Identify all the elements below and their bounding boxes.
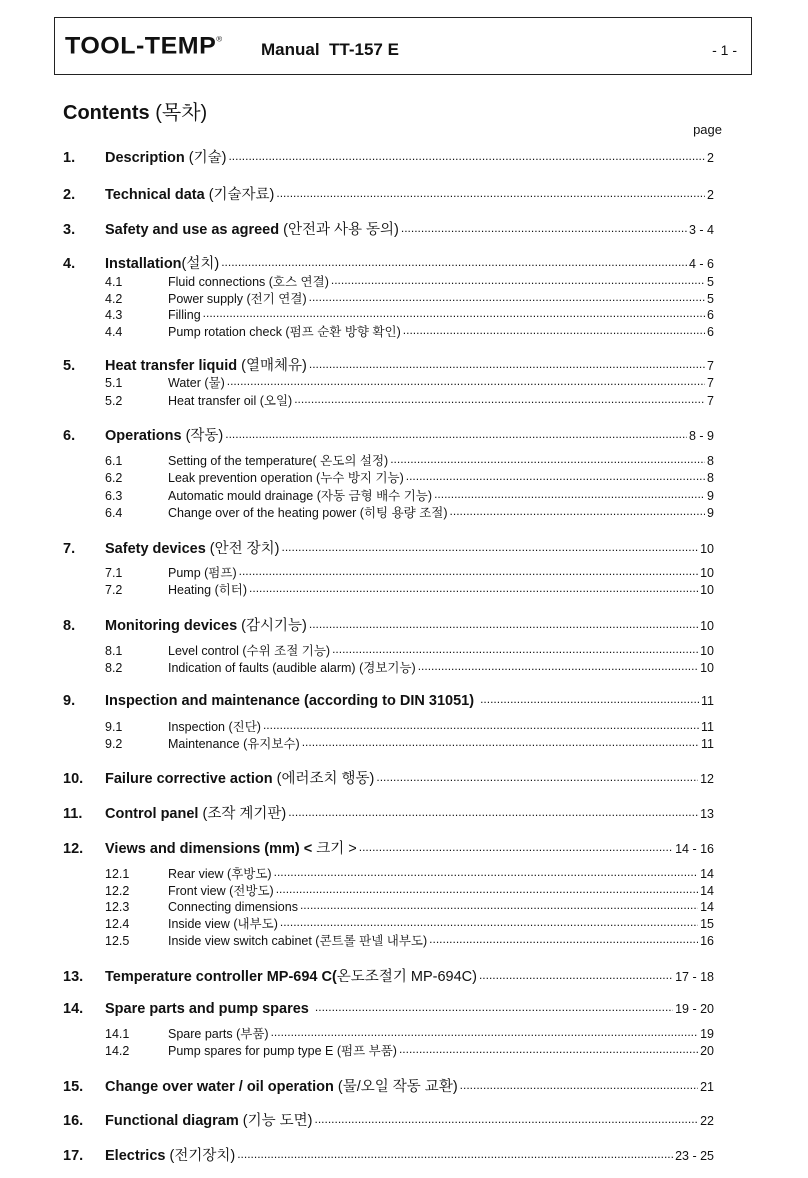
toc-section-entry[interactable] <box>63 218 714 239</box>
toc-entry-title <box>105 767 374 788</box>
toc-entry-title <box>168 308 201 322</box>
dot-leader <box>228 148 705 163</box>
toc-entry-title <box>168 272 329 290</box>
dot-leader <box>249 582 698 595</box>
toc-entry-number: 12.4 <box>105 917 130 931</box>
toc-entry-korean-title: (호스 연결) <box>268 275 329 289</box>
toc-entry-title <box>168 373 225 391</box>
toc-entry-number: 4.2 <box>105 292 123 306</box>
toc-subsection-entry[interactable] <box>105 914 714 932</box>
dot-leader <box>276 883 698 896</box>
toc-entry-page: 7 <box>707 394 714 408</box>
dot-leader <box>403 324 705 337</box>
toc-entry-title-text: Maintenance <box>168 737 244 751</box>
contents-title-korean: (목차) <box>155 102 208 124</box>
toc-section-entry[interactable] <box>63 424 714 445</box>
toc-entry-title <box>105 252 219 273</box>
toc-entry-title-text: Change over water / oil operation <box>105 1079 338 1095</box>
toc-entry-number: 14.2 <box>105 1044 130 1058</box>
toc-entry-number: 16. <box>63 1113 84 1129</box>
dot-leader <box>401 220 687 235</box>
toc-entry-number: 12. <box>63 841 84 857</box>
dot-leader <box>359 839 673 854</box>
toc-entry-page: 6 <box>707 307 714 322</box>
toc-entry-title-text: Automatic mould drainage <box>168 489 317 503</box>
dot-leader <box>460 1077 698 1092</box>
toc-entry-title <box>168 914 278 932</box>
toc-entry-title <box>168 717 261 735</box>
toc-entry-page: 20 <box>700 1044 714 1058</box>
toc-subsection-entry[interactable] <box>105 272 714 290</box>
toc-entry-number: 12.3 <box>105 899 130 914</box>
toc-section-entry[interactable] <box>63 837 714 858</box>
toc-subsection-entry[interactable] <box>105 1041 714 1059</box>
toc-entry-number: 5. <box>63 358 76 374</box>
toc-entry-title-text: Water <box>168 376 205 390</box>
toc-entry-title <box>168 900 298 914</box>
toc-entry-korean-title: (펌프 순환 방향 확인) <box>285 325 401 339</box>
toc-entry-korean-title: (기능 도면) <box>242 1113 313 1129</box>
toc-entry-number: 12.2 <box>105 884 130 898</box>
toc-section-entry[interactable] <box>63 965 714 986</box>
toc-entry-title-text: Heating <box>168 583 215 597</box>
toc-subsection-entry[interactable] <box>105 898 714 914</box>
toc-entry-number: 7. <box>63 541 76 557</box>
toc-entry-korean-title: (오일) <box>259 394 293 408</box>
toc-entry-title <box>105 837 357 858</box>
toc-entry-page: 9 <box>707 506 714 520</box>
toc-subsection-entry[interactable] <box>105 734 714 752</box>
toc-entry-title <box>105 1144 235 1165</box>
tool-temp-logo <box>65 33 223 61</box>
toc-subsection-entry[interactable] <box>105 658 714 676</box>
toc-entry-page: 10 <box>700 566 714 580</box>
toc-subsection-entry[interactable] <box>105 468 714 486</box>
dot-leader <box>288 804 698 819</box>
toc-entry-title-text: Inside view <box>168 917 234 931</box>
dot-leader <box>274 866 698 879</box>
toc-entry-korean-title: (설치) <box>181 256 220 272</box>
toc-entry-korean-title: 온도의 설정) <box>320 454 389 468</box>
dot-leader <box>225 426 687 441</box>
toc-entry-title-text: Operations <box>105 428 186 444</box>
dot-leader <box>480 690 699 705</box>
toc-entry-korean-title: (누수 방지 기능) <box>316 471 404 485</box>
toc-entry-title-text: Rear view <box>168 867 228 881</box>
toc-entry-title <box>168 931 427 949</box>
toc-entry-title <box>168 881 274 899</box>
toc-section-entry[interactable] <box>63 354 714 375</box>
toc-section-entry[interactable] <box>63 614 714 635</box>
toc-entry-korean-title: (콘트롤 판넬 내부도) <box>315 934 428 948</box>
toc-entry-page: 21 <box>700 1080 714 1094</box>
dot-leader <box>280 916 698 929</box>
dot-leader <box>399 1043 698 1056</box>
toc-entry-number: 5.1 <box>105 376 123 390</box>
toc-subsection-entry[interactable] <box>105 391 714 409</box>
toc-entry-korean-title: (펌프) <box>204 566 237 580</box>
toc-entry-number: 4. <box>63 256 76 272</box>
toc-entry-number: 12.1 <box>105 867 130 881</box>
toc-entry-title-text: Level control <box>168 644 243 658</box>
toc-entry-korean-title: (펌프 부품) <box>336 1044 397 1058</box>
toc-entry-korean-title: (진단) <box>228 720 261 734</box>
dot-leader <box>294 393 705 406</box>
toc-entry-korean-title: 크기 > <box>316 841 357 857</box>
toc-entry-korean-title: (히팅 용량 조절) <box>359 506 448 520</box>
toc-entry-title <box>168 486 432 504</box>
toc-entry-page: 2 <box>707 151 714 165</box>
toc-section-entry[interactable] <box>63 1075 714 1096</box>
dot-leader <box>390 453 705 466</box>
toc-entry-title <box>168 580 247 598</box>
toc-entry-number: 4.1 <box>105 275 123 289</box>
toc-entry-title <box>105 218 399 239</box>
toc-section-entry[interactable] <box>63 690 714 709</box>
toc-entry-korean-title: (감시기능) <box>241 618 307 634</box>
toc-entry-title-text: Front view <box>168 884 230 898</box>
dot-leader <box>314 1111 698 1126</box>
toc-entry-page: 13 <box>700 807 714 821</box>
toc-entry-title <box>105 614 307 635</box>
toc-entry-title-text: Functional diagram <box>105 1113 243 1129</box>
toc-entry-page: 19 <box>700 1027 714 1041</box>
dot-leader <box>227 375 705 388</box>
toc-section-entry[interactable] <box>63 767 714 788</box>
toc-entry-title-text: Heat transfer oil <box>168 394 260 408</box>
toc-entry-title-text: Setting of the temperature( <box>168 454 321 468</box>
toc-entry-page: 5 <box>707 292 714 306</box>
toc-entry-title-text: Power supply <box>168 292 247 306</box>
toc-entry-title <box>168 503 448 521</box>
toc-entry-page: 22 <box>700 1114 714 1128</box>
toc-entry-title-text: Views and dimensions (mm) < <box>105 841 317 857</box>
toc-entry-title <box>168 1024 269 1042</box>
toc-entry-page: 14 - 16 <box>675 842 714 856</box>
toc-section-entry[interactable] <box>63 998 714 1017</box>
toc-entry-title <box>168 641 330 659</box>
toc-entry-page: 10 <box>700 583 714 597</box>
toc-entry-title <box>105 146 226 167</box>
toc-entry-page: 11 <box>701 737 714 751</box>
dot-leader <box>309 291 705 304</box>
toc-entry-page: 14 <box>700 884 714 898</box>
dot-leader <box>221 254 687 269</box>
dot-leader <box>276 185 705 200</box>
toc-entry-number: 6. <box>63 428 76 444</box>
toc-entry-korean-title: (전기 연결) <box>246 292 307 306</box>
toc-entry-title-text: Spare parts <box>168 1027 237 1041</box>
toc-entry-title-text: Leak prevention operation <box>168 471 317 485</box>
toc-entry-number: 3. <box>63 222 76 238</box>
toc-subsection-entry[interactable] <box>105 373 714 391</box>
toc-entry-title <box>168 864 272 882</box>
toc-entry-number: 7.1 <box>105 566 123 580</box>
toc-subsection-entry[interactable] <box>105 717 714 735</box>
toc-entry-page: 11 <box>701 720 714 734</box>
toc-entry-number: 15. <box>63 1079 84 1095</box>
dot-leader <box>418 660 698 673</box>
toc-entry-page: 10 <box>700 661 714 675</box>
toc-entry-number: 9.1 <box>105 720 123 734</box>
manual-title: Manual TT-157 E <box>261 40 399 59</box>
toc-entry-number: 8.1 <box>105 644 123 658</box>
dot-leader <box>434 488 705 501</box>
toc-entry-number: 13. <box>63 969 84 985</box>
toc-entry-title <box>105 424 223 445</box>
toc-section-entry[interactable] <box>63 1109 714 1130</box>
toc-subsection-entry[interactable] <box>105 322 714 340</box>
toc-entry-title <box>168 1041 397 1059</box>
toc-entry-page: 10 <box>700 542 714 556</box>
toc-entry-title-text: Inspection and maintenance (according to DIN 31051) <box>105 692 479 709</box>
toc-entry-korean-title: (조작 계기판) <box>202 806 287 822</box>
dot-leader <box>331 274 705 287</box>
toc-entry-page: 3 - 4 <box>688 223 714 237</box>
toc-section-entry[interactable] <box>63 252 714 273</box>
toc-entry-title-text: Indication of faults (audible alarm) <box>168 661 360 675</box>
toc-entry-title <box>105 1075 458 1096</box>
toc-entry-number: 7.2 <box>105 583 123 597</box>
toc-entry-korean-title: (작동) <box>185 428 224 444</box>
dot-leader <box>271 1026 699 1039</box>
toc-entry-title-text: Inspection <box>168 720 229 734</box>
toc-entry-title <box>168 563 237 581</box>
dot-leader <box>376 769 698 784</box>
toc-entry-korean-title: (물) <box>204 376 225 390</box>
toc-entry-page: 10 <box>700 619 714 633</box>
toc-entry-title-text: Fluid connections <box>168 275 269 289</box>
toc-entry-title <box>168 322 401 340</box>
page-column-label: page <box>693 122 722 137</box>
page-header <box>54 17 752 75</box>
toc-entry-page: 9 <box>707 489 714 503</box>
toc-entry-number: 17. <box>63 1148 84 1164</box>
toc-subsection-entry[interactable] <box>105 641 714 659</box>
toc-section-entry[interactable] <box>63 146 714 167</box>
toc-entry-korean-title: (물/오일 작동 교환) <box>337 1079 458 1095</box>
toc-entry-page: 11 <box>701 693 714 708</box>
toc-entry-page: 17 - 18 <box>675 970 714 984</box>
toc-entry-page: 6 <box>707 325 714 339</box>
toc-entry-title-text: Heat transfer liquid <box>105 358 242 374</box>
toc-subsection-entry[interactable] <box>105 451 714 469</box>
toc-entry-title-text: Spare parts and pump spares <box>105 1000 313 1017</box>
toc-entry-title-text: Control panel <box>105 806 203 822</box>
toc-entry-number: 8.2 <box>105 661 123 675</box>
toc-entry-page: 19 - 20 <box>675 1001 714 1016</box>
toc-entry-page: 8 - 9 <box>688 429 714 443</box>
toc-entry-page: 23 - 25 <box>675 1149 714 1163</box>
toc-entry-number: 6.4 <box>105 506 123 520</box>
toc-section-entry[interactable] <box>63 537 714 558</box>
toc-entry-number: 4.4 <box>105 325 123 339</box>
toc-entry-korean-title: (유지보수) <box>243 737 300 751</box>
toc-entry-title-text: Connecting dimensions <box>168 899 298 914</box>
dot-leader <box>450 505 706 518</box>
toc-section-entry[interactable] <box>63 183 714 204</box>
toc-entry-korean-title: 온도조절기 MP-694C) <box>336 969 477 985</box>
toc-entry-page: 10 <box>700 644 714 658</box>
toc-entry-title <box>105 183 274 204</box>
toc-entry-title-text: Safety and use as agreed <box>105 222 284 238</box>
toc-entry-korean-title: (전기장치) <box>169 1148 236 1164</box>
toc-entry-title-text: Safety devices <box>105 541 210 557</box>
toc-entry-number: 9.2 <box>105 737 123 751</box>
toc-subsection-entry[interactable] <box>105 289 714 307</box>
toc-entry-page: 12 <box>700 772 714 786</box>
toc-entry-title-text: Electrics <box>105 1148 170 1164</box>
toc-entry-page: 8 <box>707 471 714 485</box>
toc-entry-page: 7 <box>707 359 714 373</box>
toc-entry-number: 5.2 <box>105 394 123 408</box>
toc-entry-title-text: Inside view switch cabinet <box>168 934 316 948</box>
toc-entry-number: 9. <box>63 692 76 709</box>
toc-entry-page: 16 <box>700 934 714 948</box>
toc-entry-korean-title: (내부도) <box>233 917 278 931</box>
toc-entry-title <box>105 1001 313 1017</box>
dot-leader <box>429 933 698 946</box>
toc-section-entry[interactable] <box>63 802 714 823</box>
toc-subsection-entry[interactable] <box>105 1024 714 1042</box>
toc-entry-title-text: Failure corrective action <box>105 771 277 787</box>
toc-subsection-entry[interactable] <box>105 931 714 949</box>
toc-entry-title <box>105 693 478 709</box>
toc-entry-page: 14 <box>700 867 714 881</box>
toc-entry-title <box>105 354 307 375</box>
toc-entry-title-text: Description <box>105 150 189 166</box>
logo-text: TOOL-TEMP <box>65 32 217 60</box>
dot-leader <box>239 565 698 578</box>
page-number: - 1 - <box>712 42 737 58</box>
toc-entry-title <box>168 468 404 486</box>
dot-leader <box>237 1146 673 1161</box>
toc-entry-number: 1. <box>63 150 76 166</box>
toc-entry-title-text: Monitoring devices <box>105 618 242 634</box>
toc-entry-number: 10. <box>63 771 84 787</box>
toc-entry-title <box>168 289 307 307</box>
toc-entry-number: 14.1 <box>105 1027 130 1041</box>
toc-entry-korean-title: (기술) <box>188 150 227 166</box>
toc-subsection-entry[interactable] <box>105 881 714 899</box>
toc-entry-number: 6.3 <box>105 489 123 503</box>
toc-entry-title-text: Temperature controller MP-694 C( <box>105 969 337 985</box>
toc-entry-number: 12.5 <box>105 934 130 948</box>
toc-entry-korean-title: (전방도) <box>229 884 274 898</box>
dot-leader <box>300 898 698 911</box>
toc-entry-page: 7 <box>707 376 714 390</box>
toc-subsection-entry[interactable] <box>105 503 714 521</box>
toc-entry-title-text: Pump <box>168 566 205 580</box>
toc-entry-korean-title: (부품) <box>236 1027 269 1041</box>
toc-subsection-entry[interactable] <box>105 486 714 504</box>
toc-section-entry[interactable] <box>63 1144 714 1165</box>
toc-entry-number: 2. <box>63 187 76 203</box>
dot-leader <box>302 736 699 749</box>
toc-entry-title-text: Pump rotation check <box>168 325 286 339</box>
toc-subsection-entry[interactable] <box>105 580 714 598</box>
toc-entry-number: 4.3 <box>105 307 123 322</box>
toc-entry-korean-title: (안전과 사용 동의) <box>283 222 399 238</box>
contents-title-text: Contents <box>63 102 150 124</box>
dot-leader <box>309 616 698 631</box>
toc-entry-korean-title: (자동 금형 배수 기능) <box>316 489 433 503</box>
toc-entry-title-text: Change over of the heating power <box>168 506 360 520</box>
dot-leader <box>263 719 699 732</box>
dot-leader <box>282 539 699 554</box>
toc-entry-page: 14 <box>700 899 714 914</box>
toc-entry-page: 5 <box>707 275 714 289</box>
toc-entry-korean-title: (후방도) <box>227 867 272 881</box>
dot-leader <box>332 643 698 656</box>
toc-entry-number: 14. <box>63 1000 84 1017</box>
dot-leader <box>479 967 673 982</box>
toc-subsection-entry[interactable] <box>105 864 714 882</box>
toc-entry-page: 15 <box>700 917 714 931</box>
toc-subsection-entry[interactable] <box>105 563 714 581</box>
toc-entry-title-text: Pump spares for pump type E <box>168 1044 337 1058</box>
toc-entry-korean-title: (안전 장치) <box>209 541 280 557</box>
dot-leader <box>315 998 673 1013</box>
toc-entry-number: 6.1 <box>105 454 123 468</box>
registered-mark: ® <box>216 34 223 44</box>
dot-leader <box>309 356 705 371</box>
toc-entry-title <box>105 802 286 823</box>
toc-entry-title <box>105 1109 312 1130</box>
toc-entry-page: 4 - 6 <box>688 257 714 271</box>
toc-entry-korean-title: (열매체유) <box>241 358 307 374</box>
toc-entry-title <box>168 658 416 676</box>
toc-entry-title <box>105 965 477 986</box>
toc-entry-korean-title: (히터) <box>214 583 248 597</box>
toc-entry-title-text: Installation <box>105 256 182 272</box>
toc-entry-korean-title: (에러조치 행동) <box>276 771 375 787</box>
toc-entry-title <box>168 451 388 469</box>
toc-entry-title <box>105 537 280 558</box>
toc-entry-korean-title: (경보기능) <box>359 661 416 675</box>
toc-entry-title-text: Filling <box>168 307 201 322</box>
toc-entry-page: 8 <box>707 454 714 468</box>
toc-entry-number: 6.2 <box>105 471 123 485</box>
toc-entry-korean-title: (기술자료) <box>208 187 275 203</box>
toc-subsection-entry[interactable] <box>105 306 714 322</box>
toc-entry-title <box>168 391 292 409</box>
toc-entry-title <box>168 734 300 752</box>
toc-entry-number: 8. <box>63 618 76 634</box>
toc-entry-page: 2 <box>707 188 714 202</box>
toc-entry-number: 11. <box>63 806 83 822</box>
dot-leader <box>203 306 705 319</box>
toc-entry-title-text: Technical data <box>105 187 209 203</box>
contents-heading <box>63 96 207 125</box>
dot-leader <box>406 470 705 483</box>
toc-entry-korean-title: (수위 조절 기능) <box>242 644 331 658</box>
